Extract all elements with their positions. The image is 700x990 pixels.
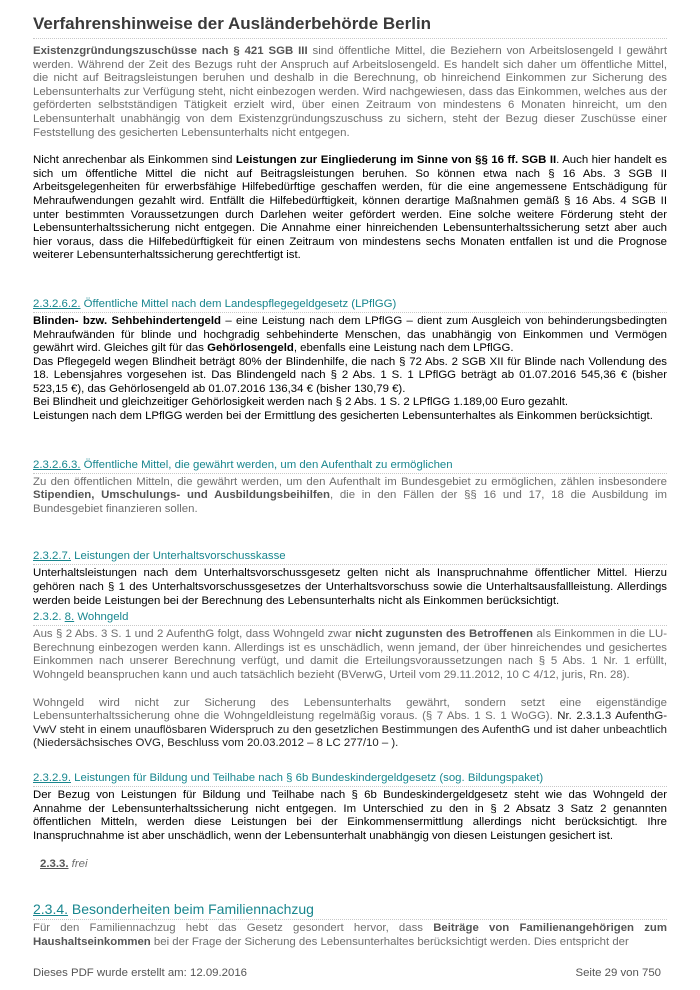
paragraph-pflegegeld: Das Pflegegeld wegen Blindheit beträgt 80% der Blindenhilfe, die nach § 72 Abs. 2 SGB XII für Blinde nach Vollendung des 18. Lebensjahres vorgesehen ist. Das Blindengeld nach § 2 Abs. 1 S. 1 LPflGG beträgt ab 01.07.2016 545,36 € (bisher 523,15 €), das Gehörlosengeld ab 01.07.2016 136,34 € (bisher 130,79 €). bbox=[33, 355, 667, 395]
section-number-link[interactable]: 2.3.4. bbox=[33, 901, 69, 918]
paragraph-text: Aus § 2 Abs. 3 S. 1 und 2 AufenthG folgt, dass Wohngeld zwar bbox=[33, 628, 356, 641]
footer-page-number: Seite 29 von 750 bbox=[575, 967, 661, 979]
section-title: Öffentliche Mittel, die gewährt werden, um den Aufenthalt zu ermöglichen bbox=[80, 458, 453, 471]
bold-term: nicht zugunsten des Betroffenen bbox=[355, 628, 533, 641]
paragraph-blindengeld bbox=[33, 315, 667, 356]
section-heading-2-3-2-9 bbox=[33, 771, 667, 787]
paragraph-wohngeld-2 bbox=[33, 697, 667, 751]
section-title: Leistungen für Bildung und Teilhabe nach § 6b Bundeskindergeldgesetz (sog. Bildungspaket) bbox=[71, 771, 544, 784]
paragraph-text: Zu den öffentlichen Mitteln, die gewährt werden, um den Aufenthalt im Bundesgebiet zu ermöglichen, zählen insbesondere bbox=[33, 475, 667, 488]
bold-term: Gehörlosengeld bbox=[207, 342, 294, 355]
section-number-prefix: 2.3.2. bbox=[33, 611, 62, 624]
paragraph-text: als Einkommen in die LU- Berechnung einbezogen werden kann. Allerdings ist es unschädlich, wenn jemand, der über hinreichendes und gesichertes Einkommen nach unserer Berechnung verfügt, und damit die Erteilungsvoraussetzungen nach § 5 Abs. 1 Nr. 1 erfüllt, Wohngeld beanspruchen kann und auch tatsächlich bezieht (BVerwG, Urteil vom 29.11.2012, 10 C 4/12, juris, Rn. 28). bbox=[33, 628, 667, 681]
section-frei-text: frei bbox=[71, 858, 88, 871]
paragraph-text: , die in den Fällen der §§ 16 und 17, 18 die Ausbildung im Bundesgebiet finanzieren sollen. bbox=[33, 489, 667, 515]
paragraph-gehoerlosigkeit: Bei Blindheit und gleichzeitiger Gehörlosigkeit werden nach § 2 Abs. 1 S. 2 LPflGG 1.189,00 Euro gezahlt. bbox=[33, 396, 569, 409]
paragraph-bildungspaket: Der Bezug von Leistungen für Bildung und Teilhabe nach § 6b Bundeskindergeldgesetz steht wie das Wohngeld der Annahme der Lebensunterhaltssicherung nicht entgegen. Im Unterschied zu den in § 2 Absatz 3 Satz 2 genannten öffentlichen Mitteln, werden diese Leistungen bei der Einkommensermittlung allerdings nicht berücksichtigt. Ihre Inanspruchnahme ist aber unschädlich, wenn der Lebensunterhalt unabhängig von diesen Leistungen gesichert ist. bbox=[33, 788, 667, 842]
section-title: Besonderheiten beim Familiennachzug bbox=[68, 901, 314, 918]
paragraph-stipendien bbox=[33, 476, 667, 517]
paragraph-existenzgruendung bbox=[33, 45, 667, 140]
paragraph-lpflgg: Leistungen nach dem LPflGG werden bei der Ermittlung des gesicherten Lebensunterhaltes als Einkommen berücksichtigt. bbox=[33, 410, 653, 423]
section-title: Wohngeld bbox=[74, 611, 129, 624]
section-title: Leistungen der Unterhaltsvorschusskasse bbox=[71, 550, 286, 563]
section-number-link[interactable]: 8. bbox=[64, 611, 75, 624]
section-title: Öffentliche Mittel nach dem Landespflegegeldgesetz (LPflGG) bbox=[80, 297, 397, 310]
footer-created-date: Dieses PDF wurde erstellt am: 12.09.2016 bbox=[33, 967, 247, 979]
section-number-link[interactable]: 2.3.2.9. bbox=[33, 771, 71, 784]
section-heading-2-3-2-8 bbox=[33, 610, 667, 626]
paragraph-text: – eine Leistung nach dem LPflGG – dient zum Ausgleich von behinderungsbedingten Mehraufwänden für blinde und hochgradig sehbehinderte Menschen, das unabhängig von Einkommen und Vermögen gewährt wird. Gleiches gilt für das bbox=[33, 314, 667, 355]
paragraph-familiennachzug bbox=[33, 922, 667, 949]
bold-term: Stipendien, Umschulungs- und Ausbildungsbeihilfen bbox=[33, 489, 330, 502]
paragraph-text: . Auch hier handelt es sich um öffentliche Mittel die nicht auf Beitragsleistungen beruhen. So können etwa nach § 16 Abs. 3 SGB II Arbeitsgelegenheiten für erwerbsfähige Hilfebedürftige geschaffen werden, für die eine angemessene Entschädigung für Mehraufwendungen gezahlt wird. Entfällt die Hilfebedürftigkeit, können derartige Maßnahmen gemäß § 16 Abs. 4 SGB II unter bestimmten Voraussetzungen durch Darlehen weiter gefördert werden. Eine solche weitere Förderung steht der Lebensunterhaltssicherung nicht entgegen. Die Annahme einer hinreichenden Lebensunterhaltssicherung setzt aber auch hier voraus, dass die Hilfebedürftigkeit für einen Zeitraum von mindestens sechs Monaten entfallen ist und die Prognose weiterer Lebensunterhaltssicherung gerechtfertigt ist. bbox=[33, 154, 667, 262]
bold-term: Leistungen zur Eingliederung im Sinne von §§ 16 ff. SGB II bbox=[235, 154, 557, 167]
bold-term: Existenzgründungszuschüsse nach § 421 SGB III bbox=[33, 45, 308, 57]
section-heading-2-3-2-6-3 bbox=[33, 458, 667, 474]
bold-term: Blinden- bzw. Sehbehindertengeld bbox=[33, 314, 221, 327]
section-heading-2-3-2-7 bbox=[33, 549, 667, 565]
section-number-link[interactable]: 2.3.2.6.3. bbox=[33, 458, 81, 471]
paragraph-text: Nicht anrechenbar als Einkommen sind bbox=[33, 154, 236, 167]
paragraph-text: Für den Familiennachzug hebt das Gesetz gesondert hervor, dass bbox=[33, 922, 434, 935]
document-page bbox=[33, 0, 667, 950]
paragraph-unterhaltsvorschuss: Unterhaltsleistungen nach dem Unterhaltsvorschussgesetz gelten nicht als Inanspruchnahme öffentlicher Mittel. Hierzu gehören nach § 1 des Unterhaltsvorschussgesetzes der Unterhaltsvorschuss sowie die Unterhaltsausfallleistung. Allerdings werden beide Leistungen bei der Berechnung des Lebensunterhalts nicht als Einkommen berücksichtigt. bbox=[33, 567, 667, 607]
section-heading-2-3-2-6-2 bbox=[33, 297, 667, 313]
page-footer bbox=[33, 966, 661, 980]
bold-term: Beiträge von Familienangehörigen zum Haushaltseinkommen bbox=[33, 922, 667, 948]
section-number-link[interactable]: 2.3.2.6.2. bbox=[33, 297, 81, 310]
paragraph-text: , ebenfalls eine Leistung nach dem LPflGG. bbox=[293, 342, 514, 355]
paragraph-text: bei der Frage der Sicherung des Lebensunterhaltes berücksichtigt werden. Dies entspricht der bbox=[150, 935, 629, 948]
paragraph-eingliederung bbox=[33, 154, 667, 263]
document-title: Verfahrenshinweise der Ausländerbehörde Berlin bbox=[33, 0, 667, 39]
paragraph-text: sind öffentliche Mittel, die Beziehern von Arbeitslosengeld I gewährt werden. Während der Zeit des Bezugs ruht der Anspruch auf Arbeitslosengeld. Es handelt sich daher um öffentliche Mittel, die nicht auf Beitragsleistungen beruhen und deshalb in die Berechnung, ob hinreichend Einkommen zur Sicherung des Lebensunterhalts zur Verfügung steht, nicht einbezogen werden. Wird nachgewiesen, dass das Einkommen, welches aus der geförderten selbstständigen Tätigkeit erzielt wird, über einen Zeitraum von mindestens 6 Monaten hinreicht, um den Lebensunterhalt unabhängig von dem Existenzgründungszuschuss zu sichern, steht der Bezug dieser Zuschüsse einer Feststellung des gesicherten Lebensunterhalts nicht entgegen. bbox=[33, 45, 667, 139]
section-2-3-3 bbox=[33, 857, 667, 871]
paragraph-text: Nr. 2.3.1.3 AufenthG-VwV steht in einem unauflösbaren Widerspruch zu den gesetzlichen Bestimmungen des AufenthG und ist daher unbeachtlich (Niedersächsisches OVG, Beschluss vom 20.03.2012 – 8 LC 277/10 – ). bbox=[33, 710, 667, 750]
section-number-link[interactable]: 2.3.3. bbox=[40, 858, 69, 871]
section-heading-2-3-4 bbox=[33, 901, 667, 920]
paragraph-text: Wohngeld wird nicht zur Sicherung des Lebensunterhalts gewährt, sondern setzt eine eigenständige Lebensunterhaltssicherung ohne die Wohngeldleistung regelmäßig voraus. (§ 7 Abs. 1 S. 1 WoGG). bbox=[33, 696, 667, 723]
section-number-link[interactable]: 2.3.2.7. bbox=[33, 550, 71, 563]
paragraph-wohngeld-1 bbox=[33, 628, 667, 682]
